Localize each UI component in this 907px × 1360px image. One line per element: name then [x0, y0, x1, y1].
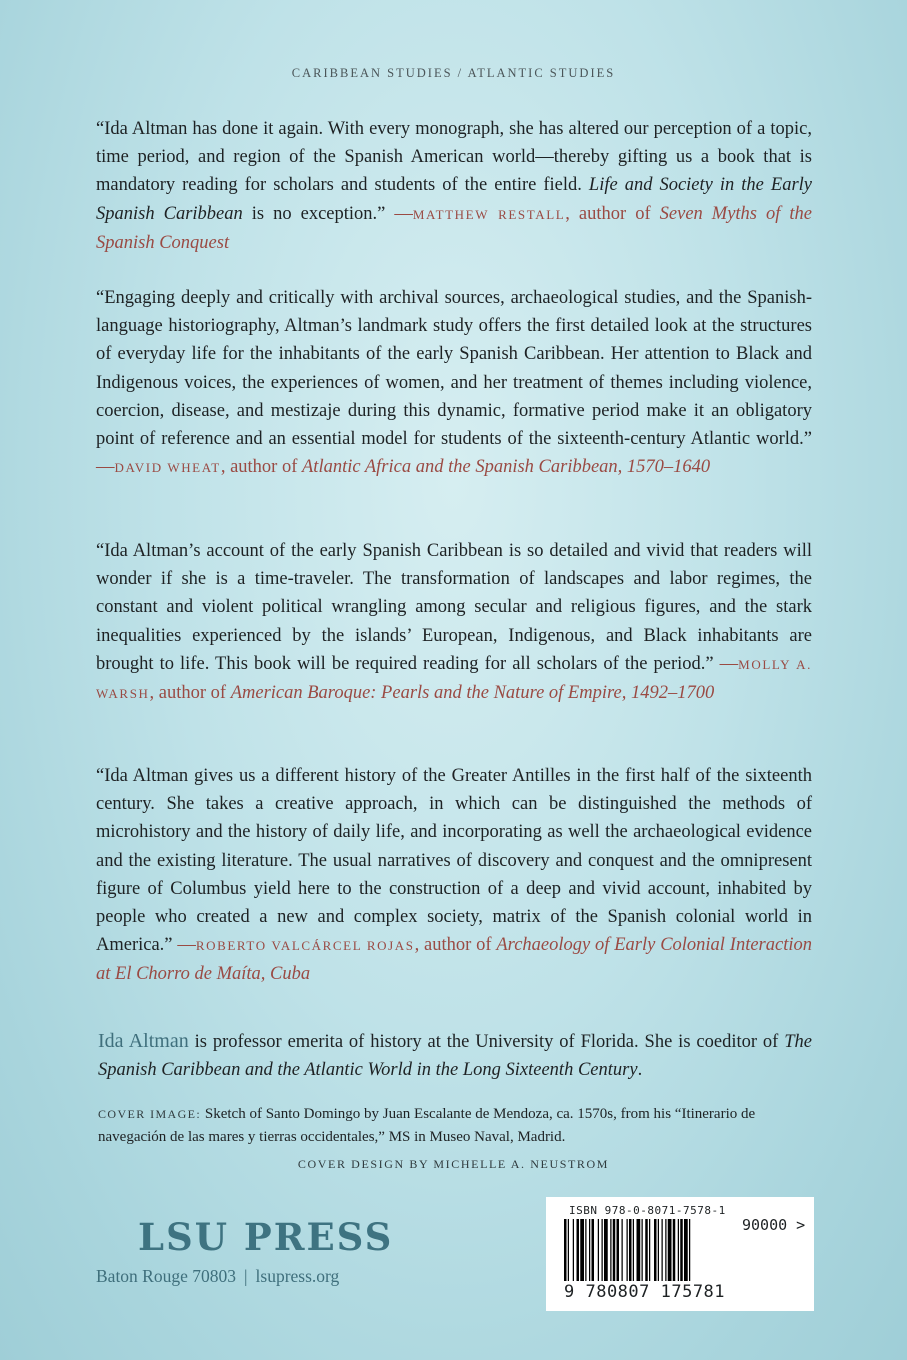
- author-name: Ida Altman: [98, 1030, 189, 1052]
- quote-text-end: is no exception.”: [242, 203, 395, 224]
- cover-design-credit: COVER DESIGN BY MICHELLE A. NEUSTROM: [297, 1157, 610, 1171]
- cover-image-label: COVER IMAGE:: [98, 1107, 202, 1121]
- isbn-barcode: [546, 1197, 814, 1311]
- attribution-prefix: , author of: [220, 457, 302, 478]
- endorsement-quote-1: [96, 115, 812, 257]
- quote-text: “Engaging deeply and critically with archival sources, archaeological studies, and the Spanish-language historiography, Altman’s landmark study offers the first detailed look at the structures of everyday life for the inhabitants of the early Spanish Caribbean. Her attention to Black and Indigenous voices, the experiences of women, and her treatment of themes including violence, coercion, disease, and mestizaje during this dynamic, formative period make it an obligatory point of reference and an essential model for students of the sixteenth-century Atlantic world.”: [96, 288, 812, 450]
- attribution-dash: —: [394, 203, 413, 224]
- endorser-book: Seven Myths of the Spanish Conquest: [96, 203, 813, 253]
- endorser-book: Archaeology of Early Colonial Interaction at El Chorro de Maíta, Cuba: [96, 935, 812, 985]
- attribution-prefix: , author of: [565, 203, 660, 224]
- attribution-dash: —: [96, 457, 115, 478]
- publisher-city: Baton Rouge 70803: [96, 1266, 236, 1286]
- endorser-name: DAVID WHEAT: [114, 460, 221, 476]
- endorser-book: American Baroque: Pearls and the Nature of Empire, 1492–1700: [230, 683, 715, 704]
- address-separator: |: [244, 1266, 248, 1286]
- bio-book-title: The Spanish Caribbean and the Atlantic World in the Long Sixteenth Century: [98, 1032, 812, 1080]
- bio-text: is professor emerita of history at the University of Florida. She is coeditor of: [188, 1032, 785, 1052]
- series-label: CARIBBEAN STUDIES / ATLANTIC STUDIES: [291, 66, 616, 80]
- endorser-name: ROBERTO VALCÁRCEL ROJAS: [195, 938, 415, 954]
- publisher-website: lsupress.org: [255, 1266, 340, 1286]
- quote-text: “Ida Altman gives us a different history of the Greater Antilles in the first half of the sixteenth century. She takes a creative approach, in which can be distinguished the methods of microhistory and the history of daily life, and incorporating as well the archaeological evidence and the existing literature. The usual narratives of discovery and conquest and the omnipresent figure of Columbus yield here to the construction of a deep and vivid account, inhabited by people who created a new and complex society, matrix of the Spanish colonial world in America.”: [96, 766, 812, 956]
- bio-end: .: [637, 1060, 643, 1080]
- attribution-prefix: , author of: [414, 935, 497, 956]
- endorsement-quote-4: [96, 762, 812, 989]
- quote-text: “Ida Altman has done it again. With every monograph, she has altered our perception of a topic, time period, and region of the Spanish American world—thereby gifting us a book that is mandatory reading for scholars and students of the entire field.: [96, 119, 812, 196]
- price-code: 90000 >: [742, 1216, 806, 1234]
- attribution-dash: —: [719, 653, 739, 674]
- attribution-dash: —: [177, 935, 196, 956]
- barcode-digits: 9 780807 175781: [564, 1282, 726, 1302]
- endorser-name: MOLLY A. WARSH: [96, 656, 813, 702]
- cover-image-credit: [98, 1103, 818, 1149]
- endorser-name: MATTHEW RESTALL: [412, 206, 566, 222]
- endorser-book: Atlantic Africa and the Spanish Caribbean, 1570–1640: [302, 457, 711, 478]
- attribution-prefix: , author of: [149, 683, 231, 704]
- cover-image-text: Sketch of Santo Domingo by Juan Escalante de Mendoza, ca. 1570s, from his “Itinerario de navegación de las mares y tierras occidentales,” MS in Museo Naval, Madrid.: [98, 1106, 756, 1145]
- publisher-logo: LSU PRESS: [138, 1215, 394, 1259]
- publisher-address: [96, 1266, 339, 1287]
- quote-text: “Ida Altman’s account of the early Spanish Caribbean is so detailed and vivid that readers will wonder if she is a time-traveler. The transformation of landscapes and labor regimes, the constant and violent political wrangling among secular and religious figures, and the stark inequalities experienced by the islands’ European, Indigenous, and Black inhabitants are brought to life. This book will be required reading for all scholars of the period.”: [96, 541, 812, 674]
- endorsement-quote-2: [96, 284, 812, 482]
- barcode-bars: [564, 1219, 734, 1281]
- quote-book-title: Life and Society in the Early Spanish Caribbean: [96, 175, 812, 224]
- isbn-number: ISBN 978-0-8071-7578-1: [569, 1204, 726, 1217]
- endorsement-quote-3: [96, 537, 812, 708]
- author-bio: [98, 1027, 812, 1084]
